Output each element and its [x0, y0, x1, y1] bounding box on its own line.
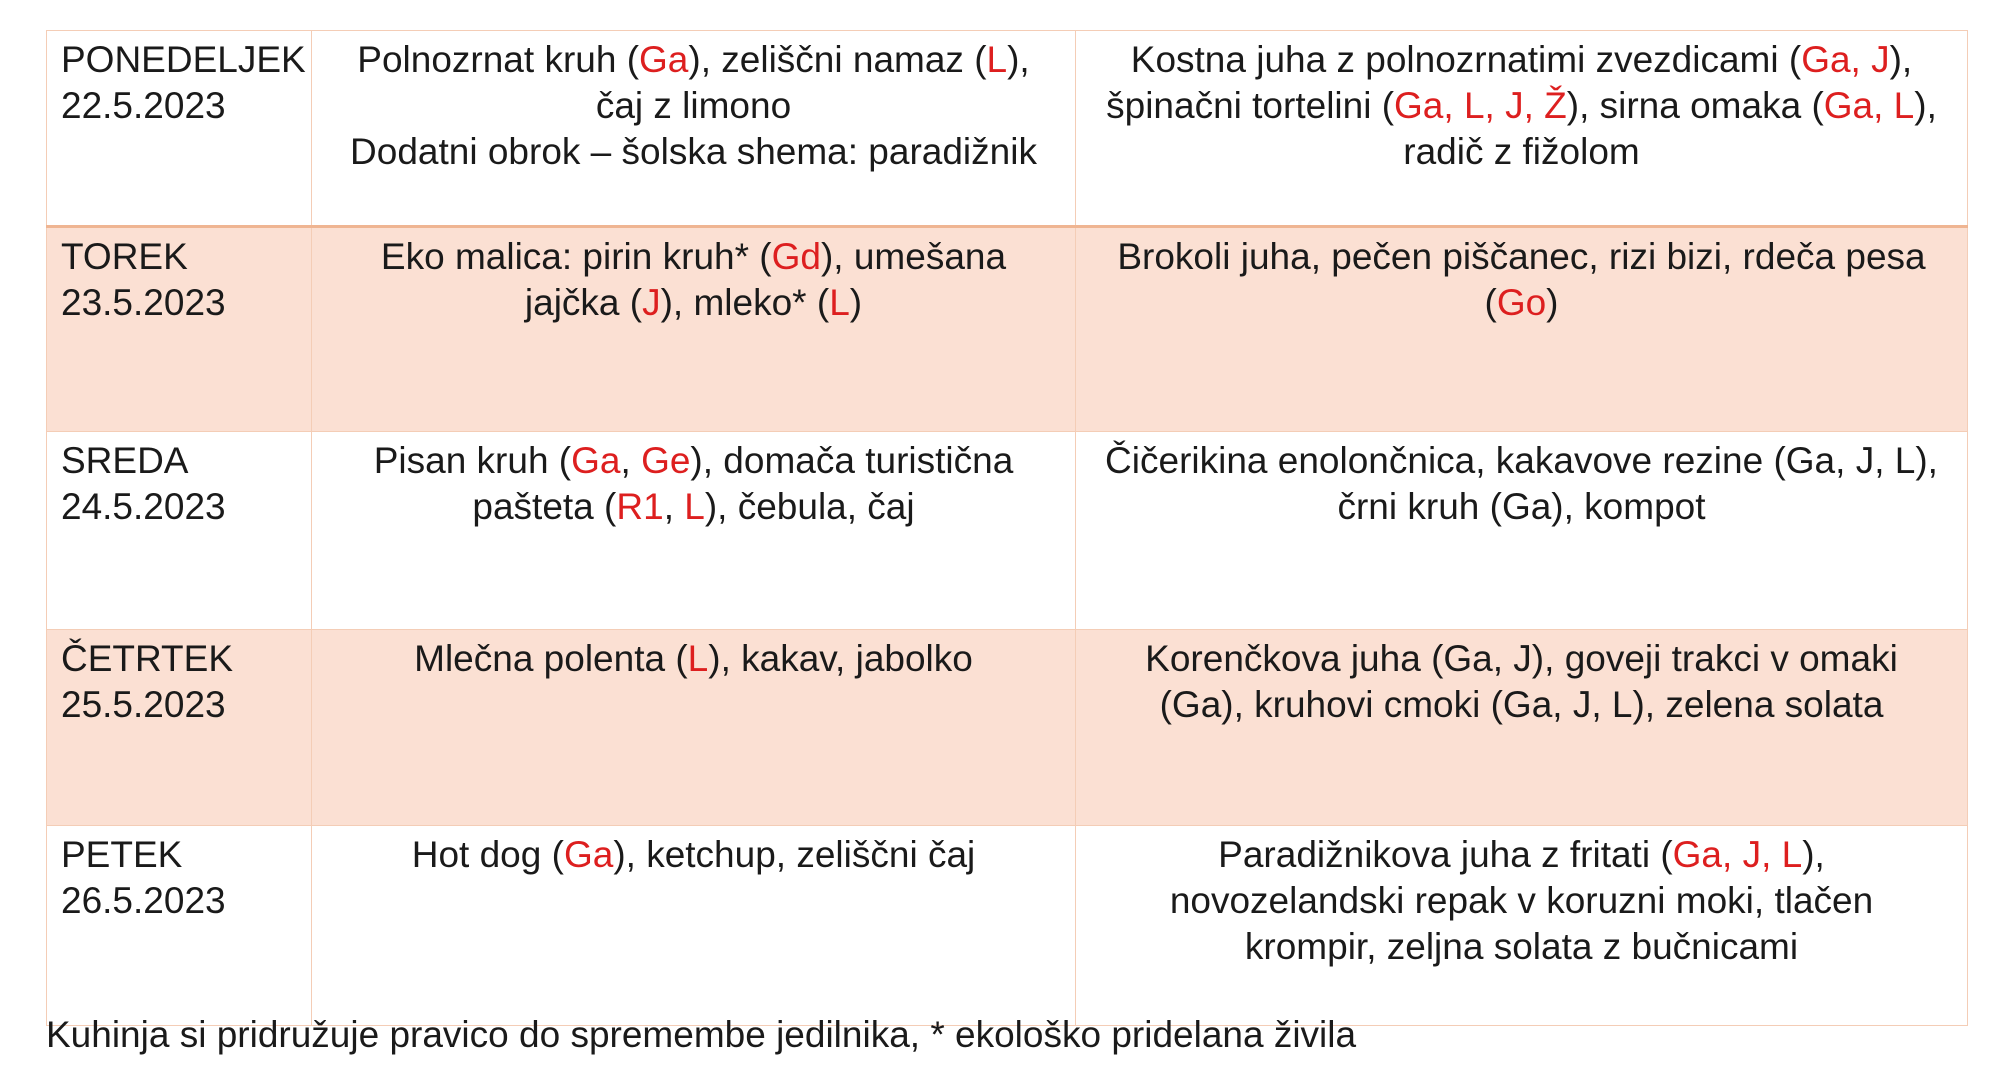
menu-row	[47, 432, 1968, 630]
menu-row	[47, 227, 1968, 432]
lunch-cell	[1076, 432, 1968, 630]
menu-text: )	[1546, 282, 1559, 323]
menu-text: ,	[620, 440, 642, 481]
day-date: 25.5.2023	[61, 684, 226, 725]
menu-text: )	[849, 282, 863, 323]
day-cell	[47, 826, 312, 1026]
allergen-code: L	[829, 282, 850, 323]
allergen-code: Ge	[641, 440, 691, 481]
menu-line	[326, 37, 1061, 83]
menu-line	[326, 234, 1061, 280]
menu-text: Brokoli juha, pečen piščanec, rizi bizi, rdeča pesa	[1117, 236, 1926, 277]
menu-text: ), čebula, čaj	[704, 486, 915, 527]
menu-text: Hot dog (	[411, 834, 564, 875]
menu-line	[1090, 484, 1953, 530]
day-name: PETEK	[61, 834, 183, 875]
menu-line	[1090, 924, 1953, 970]
day-name: PONEDELJEK	[61, 39, 306, 80]
menu-line	[1090, 280, 1953, 326]
allergen-code: L	[687, 638, 709, 679]
menu-line	[326, 280, 1061, 326]
menu-line	[1090, 37, 1953, 83]
menu-text: Pisan kruh (	[373, 440, 572, 481]
menu-line	[1090, 878, 1953, 924]
day-date: 24.5.2023	[61, 486, 226, 527]
menu-row	[47, 826, 1968, 1026]
menu-text: Korenčkova juha (Ga, J), goveji trakci v omaki	[1145, 638, 1898, 679]
breakfast-cell	[312, 630, 1076, 826]
menu-text: Polnozrnat kruh (	[357, 39, 640, 80]
allergen-code: Ga	[639, 39, 689, 80]
menu-text: ), domača turistična	[690, 440, 1014, 481]
breakfast-cell	[312, 826, 1076, 1026]
day-cell	[47, 630, 312, 826]
menu-table	[46, 30, 1968, 1026]
breakfast-cell	[312, 227, 1076, 432]
menu-line	[1090, 234, 1953, 280]
menu-text: ), mleko* (	[660, 282, 830, 323]
menu-line	[1090, 682, 1953, 728]
menu-line	[1090, 636, 1953, 682]
menu-line	[326, 83, 1061, 129]
footer-note: Kuhinja si pridružuje pravico do spremembe jedilnika, * ekološko pridelana živila	[46, 1014, 1357, 1055]
menu-text: Čičerikina enolončnica, kakavove rezine (Ga, J, L),	[1105, 440, 1938, 481]
menu-text: ),	[1914, 85, 1937, 126]
allergen-code: L	[684, 486, 705, 527]
menu-text: Kostna juha z polnozrnatimi zvezdicami (	[1130, 39, 1802, 80]
menu-text: Eko malica: pirin kruh* (	[380, 236, 772, 277]
day-date: 23.5.2023	[61, 282, 226, 323]
lunch-cell	[1076, 31, 1968, 227]
allergen-code: Ga, J, L	[1672, 834, 1803, 875]
menu-text: čaj z limono	[595, 85, 792, 126]
menu-text: (Ga), kruhovi cmoki (Ga, J, L), zelena solata	[1159, 684, 1884, 725]
day-name: TOREK	[61, 236, 188, 277]
allergen-code: Ga	[571, 440, 621, 481]
menu-text: jajčka (	[524, 282, 643, 323]
allergen-code: Ga, L	[1823, 85, 1915, 126]
menu-line	[326, 484, 1061, 530]
menu-text: ), umešana	[820, 236, 1007, 277]
day-cell	[47, 31, 312, 227]
menu-line	[326, 832, 1061, 878]
lunch-cell	[1076, 630, 1968, 826]
menu-row	[47, 630, 1968, 826]
menu-text: Dodatni obrok – šolska shema: paradižnik	[350, 131, 1037, 172]
menu-line	[1090, 83, 1953, 129]
menu-text: Paradižnikova juha z fritati (	[1218, 834, 1673, 875]
allergen-code: Go	[1496, 282, 1547, 323]
menu-line	[1090, 438, 1953, 484]
allergen-code: Ga	[563, 834, 614, 875]
menu-text: krompir, zeljna solata z bučnicami	[1244, 926, 1799, 967]
menu-text: radič z fižolom	[1403, 131, 1640, 172]
day-cell	[47, 227, 312, 432]
menu-text: ), kakav, jabolko	[708, 638, 973, 679]
allergen-code: R1	[616, 486, 664, 527]
menu-row	[47, 31, 1968, 227]
allergen-code: Ga, L, J, Ž	[1394, 85, 1567, 126]
menu-text: ), zeliščni namaz (	[688, 39, 987, 80]
menu-table-body	[47, 31, 1968, 1026]
day-cell	[47, 432, 312, 630]
day-date: 22.5.2023	[61, 85, 226, 126]
menu-line	[1090, 129, 1953, 175]
menu-text: ), sirna omaka (	[1566, 85, 1824, 126]
menu-text: novozelandski repak v koruzni moki, tlačen	[1169, 880, 1874, 921]
menu-text: ),	[1802, 834, 1825, 875]
lunch-cell	[1076, 227, 1968, 432]
day-name: SREDA	[61, 440, 189, 481]
day-date: 26.5.2023	[61, 880, 226, 921]
menu-text: ),	[1889, 39, 1913, 80]
menu-text: ,	[663, 486, 685, 527]
allergen-code: L	[986, 39, 1008, 80]
allergen-code: J	[642, 282, 661, 323]
menu-text: Mlečna polenta (	[414, 638, 688, 679]
breakfast-cell	[312, 31, 1076, 227]
menu-text: špinačni tortelini (	[1106, 85, 1395, 126]
menu-line	[326, 636, 1061, 682]
allergen-code: Gd	[771, 236, 821, 277]
menu-line	[326, 438, 1061, 484]
breakfast-cell	[312, 432, 1076, 630]
allergen-code: Ga, J	[1801, 39, 1890, 80]
lunch-cell	[1076, 826, 1968, 1026]
menu-text: pašteta (	[472, 486, 617, 527]
menu-line	[1090, 832, 1953, 878]
menu-text: ), ketchup, zeliščni čaj	[613, 834, 976, 875]
menu-text: ),	[1007, 39, 1030, 80]
day-name: ČETRTEK	[61, 638, 234, 679]
menu-text: (	[1484, 282, 1497, 323]
menu-line	[326, 129, 1061, 175]
menu-text: črni kruh (Ga), kompot	[1337, 486, 1706, 527]
